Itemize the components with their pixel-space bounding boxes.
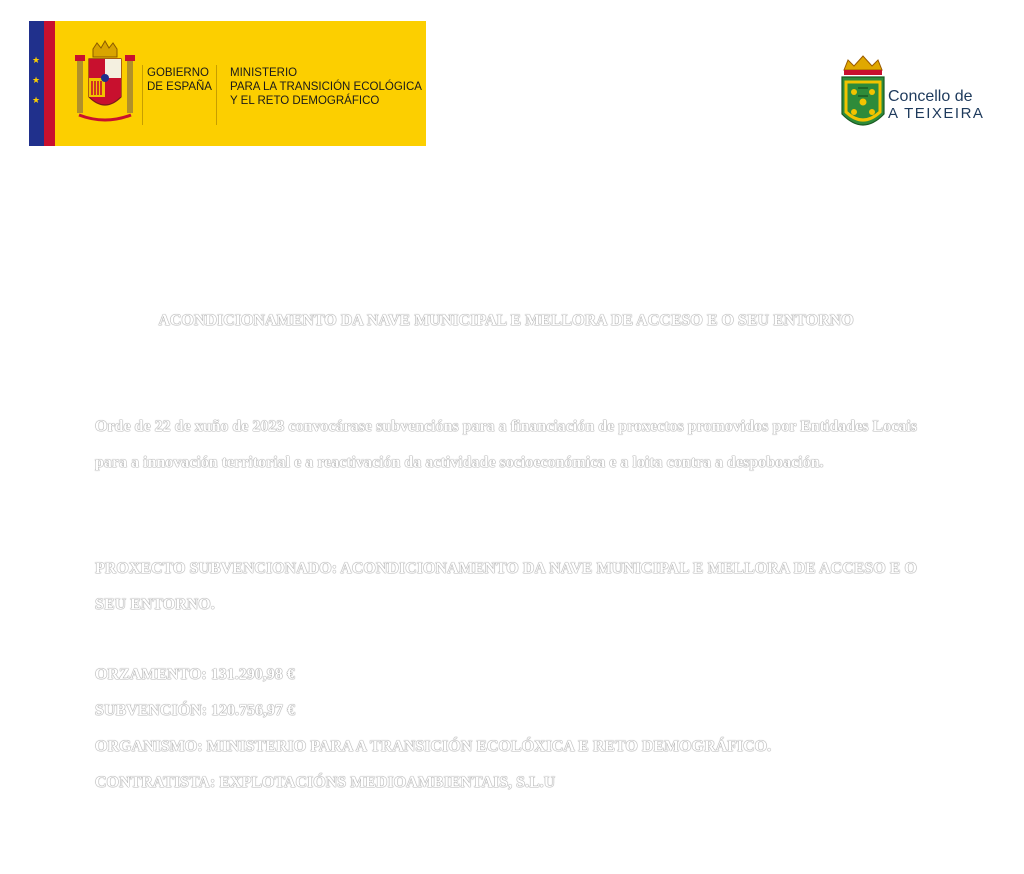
concello-name: Concello de A TEIXEIRA [888, 88, 985, 122]
gobierno-text: GOBIERNO DE ESPAÑA [147, 67, 212, 93]
eu-flag-stripe [29, 21, 55, 146]
intro-paragraph: Orde de 22 de xuño de 2023 convocárase subvencións para a financiación de proxectos promovidos por Entidades Locais para a innovación territorial e a reactivación da actividade socioeconómica e a loita contra a despoboación. [95, 418, 917, 471]
subsidy-line: SUBVENCIÓN: 120.756,97 € [95, 702, 296, 719]
project-paragraph: PROXECTO SUBVENCIONADO: ACONDICIONAMENTO DA NAVE MUNICIPAL E MELLORA DE ACCESO E O SEU ENTORNO. [95, 560, 917, 613]
concello-coat-of-arms-icon [838, 52, 888, 140]
document-title: ACONDICIONAMENTO DA NAVE MUNICIPAL E MELLORA DE ACCESO E O SEU ENTORNO [158, 312, 854, 329]
star-icon: ★ [32, 76, 41, 86]
budget-line: ORZAMENTO: 131.290,98 € [95, 666, 295, 683]
star-icon: ★ [32, 56, 41, 66]
budget-details [95, 657, 917, 801]
spain-coat-of-arms-icon [73, 39, 137, 129]
star-icon: ★ [32, 96, 41, 106]
ministerio-text: MINISTERIO PARA LA TRANSICIÓN ECOLÓGICA Y EL RETO DEMOGRÁFICO [230, 67, 422, 107]
organism-line: ORGANISMO: MINISTERIO PARA A TRANSICIÓN ECOLÓXICA E RETO DEMOGRÁFICO. [95, 738, 772, 755]
concello-teixeira-logo [838, 52, 998, 142]
gobierno-espana-logo [29, 21, 426, 146]
contractor-line: CONTRATISTA: EXPLOTACIÓNS MEDIOAMBIENTAIS, S.L.U [95, 774, 556, 791]
